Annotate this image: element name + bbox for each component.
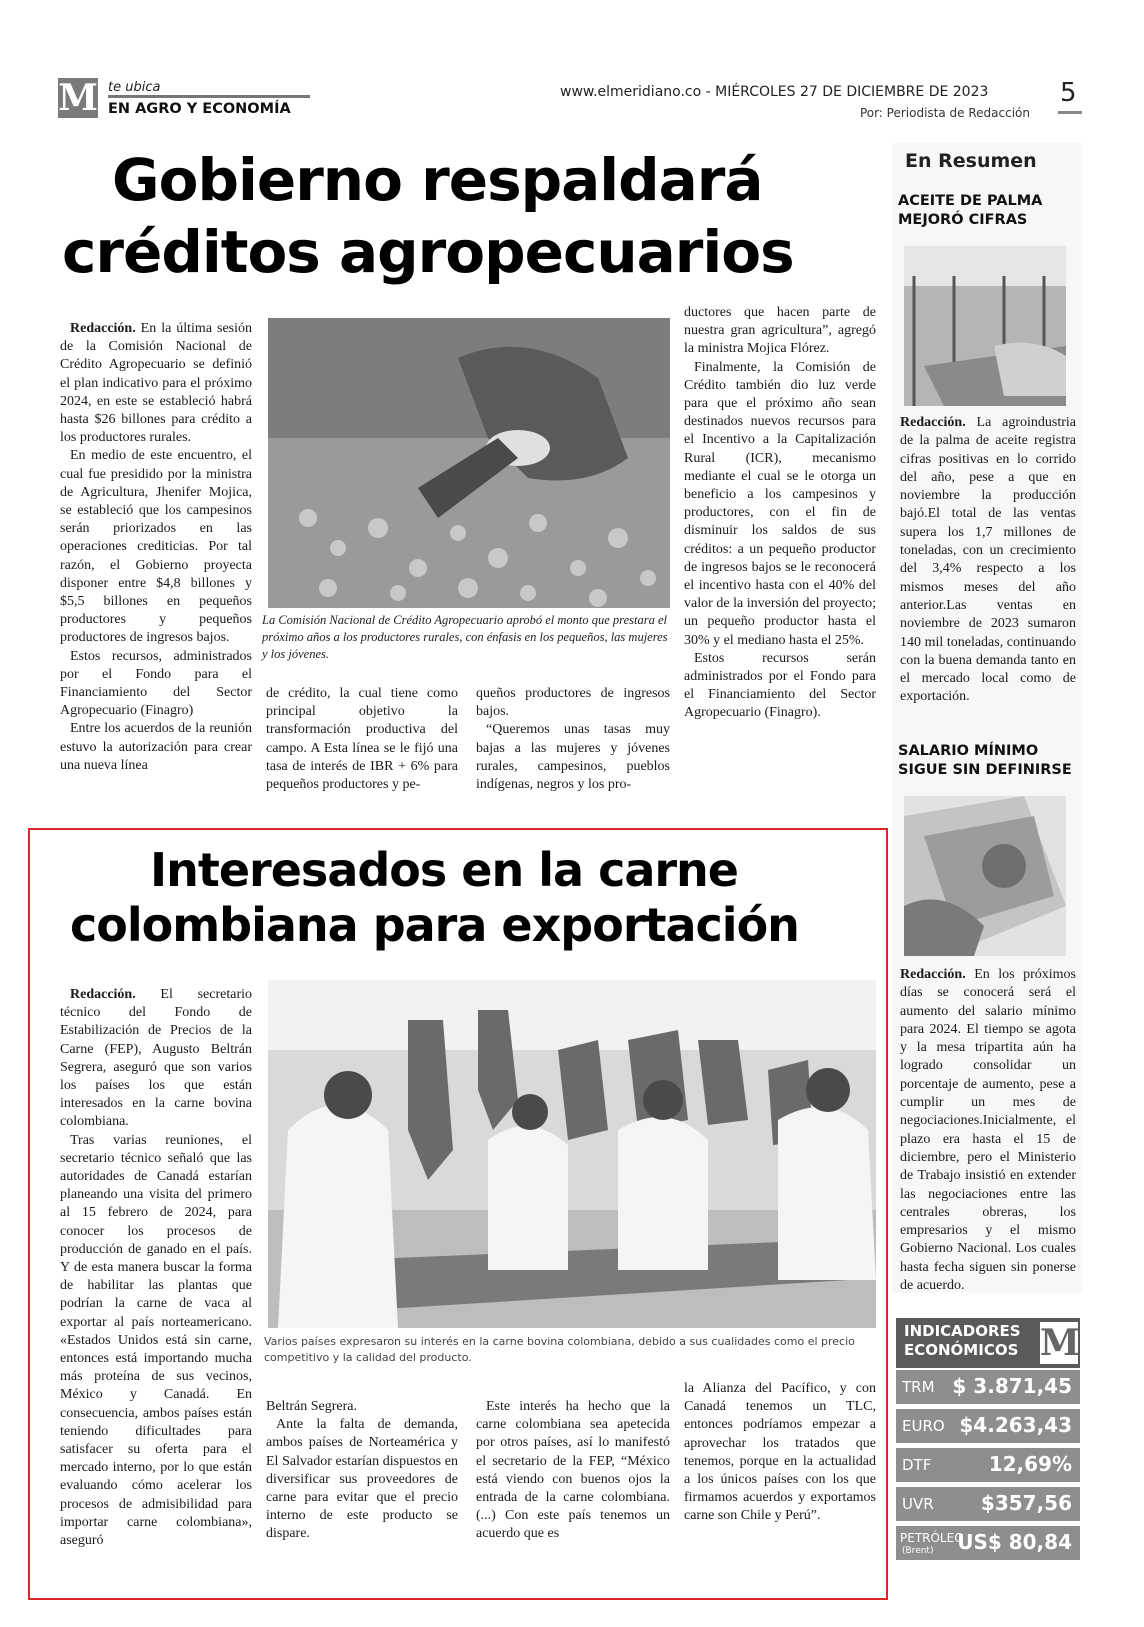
potato-farmer-photo <box>268 318 670 608</box>
article2-col4-p1: la Alianza del Pacífico, y con Canadá tenemos un TLC, entonces podríamos empezar a aprovechar los tratados que tenemos, porque en la actualidad a los únicos países con los que firmamos acuerdos y exportamos carne son Chile y Perú”. <box>684 1381 876 1524</box>
sidebar-item1-body <box>900 414 1076 707</box>
article1-headline-line1: Gobierno respaldará <box>112 146 763 214</box>
article2-column-1 <box>60 986 252 1550</box>
sidebar-item2-body <box>900 966 1076 1295</box>
article1-col3-p1: queños productores de ingresos bajos. <box>476 686 670 720</box>
dateline: www.elmeridiano.co - MIÉRCOLES 27 DE DICIEMBRE DE 2023 <box>560 84 989 100</box>
article1-col2-p1: de crédito, la cual tiene como principal objetivo la transformación productiva del campo. A Esta línea se le fijó una tasa de interés de IBR + 6% para pequeños productores y pe- <box>266 686 458 793</box>
section-name: EN AGRO Y ECONOMÍA <box>108 101 291 117</box>
indicators-title-line2: ECONÓMICOS <box>904 1341 1019 1359</box>
indicators-logo: M <box>1040 1322 1080 1364</box>
article1-col1-p2: En medio de este encuentro, el cual fue presidido por la ministra de Agricultura, Jhenifer Mojica, se estableció que los campesinos serán priorizados en las operaciones crediticias. Por tal razón, el Gobierno proyecta disponer entre $4,8 billones y $5,5 billones en pequeños productores y pequeños productores de ingresos bajos. <box>60 448 252 646</box>
page-number: 5 <box>1060 78 1077 108</box>
indicator-value: $4.263,43 <box>959 1413 1072 1437</box>
indicator-label: TRM <box>902 1378 935 1396</box>
article2-col3-p1: Este interés ha hecho que la carne colombiana sea apetecida por otros países, así lo manifestó el secretario de la FEP, “México está viendo con buenos ojos la entrada de la carne colombiana. (...) Con este país tenemos un acuerdo que es <box>476 1399 670 1542</box>
indicator-row-uvr <box>896 1487 1080 1521</box>
byline: Por: Periodista de Redacción <box>859 106 1030 120</box>
article2-col2-p1: Beltrán Segrera. <box>266 1399 357 1414</box>
indicator-value: 12,69% <box>988 1452 1072 1476</box>
indicator-label: DTF <box>902 1456 932 1474</box>
indicator-label: EURO <box>902 1417 945 1435</box>
article1-col1-p4: Entre los acuerdos de la reunión estuvo la autorización para crear una nueva línea <box>60 721 252 773</box>
article2-col2-p2: Ante la falta de demanda, ambos países de Norteamérica y El Salvador estarían dispuestos en diversificar sus proveedores de carne para evitar que el precio interno de este producto se dispare. <box>266 1417 458 1542</box>
indicator-value: $357,56 <box>980 1491 1072 1515</box>
article1-column-2 <box>266 685 458 794</box>
article2-column-4 <box>684 1380 876 1526</box>
article2-col1-p1: El secretario técnico del Fondo de Estabilización de Precios de la Carne (FEP), Augusto Beltrán Segrera, aseguró que son varios los países los que están interesados en la carne bovina colombiana. <box>60 987 252 1130</box>
page-number-rule <box>1058 111 1082 114</box>
article1-col4-p3: Estos recursos serán administrados por el Fondo para el Financiamiento del Sector Agropecuario (Finagro). <box>684 650 876 721</box>
article2-photo-caption: Varios países expresaron su interés en la carne bovina colombiana, debido a sus cualidades como el precio competitivo y la calidad del producto. <box>264 1335 855 1364</box>
section-divider <box>108 95 310 98</box>
indicator-row-trm <box>896 1370 1080 1404</box>
section-tagline: te ubica <box>108 80 161 95</box>
meat-plant-photo <box>268 980 876 1328</box>
sidebar-item2-lead: Redacción. <box>900 967 966 982</box>
indicators-title <box>904 1322 1021 1360</box>
sidebar-item2-text: En los próximos días se conocerá será el aumento del salario mínimo para 2024. El tiempo se agota y la mesa tripartita aún ha logrado consolidar un porcentaje de aumento, pese a cumplir un mes de negociaciones.Inicialmente, el plazo era hasta el 15 de diciembre, pero el Ministerio de Trabajo insistió en extender las negociaciones entre las centrales obreras, los empresarios y el mismo Gobierno Nacional. Los cuales hasta fecha siguen sin ponerse de acuerdo. <box>900 967 1076 1294</box>
indicator-label: PETRÓLEO <box>900 1531 964 1545</box>
article1-col1-p3: Estos recursos, administrados por el Fondo para el Financiamiento del Sector Agropecuario (Finagro) <box>60 648 252 719</box>
newspaper-logo: M <box>58 77 98 119</box>
article2-col1-p2: Tras varias reuniones, el secretario técnico señaló que las autoridades de Canadá estarían planeando una visita del primero al 15 febrero de 2024, para conocer los procesos de producción de ganado en el país. Y de esta manera buscar la forma de habilitar las plantas que podrían la carne de vaca al exportar al país norteamericano. «Estados Unidos está sin carne, entonces está importando mucha más proteína de sus vecinos, México y Canadá. En consecuencia, ambos países están teniendo dificultades para satisfacer su oferta para el mercado interno, por lo que están evaluando cómo acelerar los procesos de admisibilidad para importar carne colombiana», aseguró <box>60 1132 252 1549</box>
sidebar-item2-headline-line1: SALARIO MÍNIMO <box>898 743 1039 759</box>
article2-column-3 <box>476 1398 670 1544</box>
indicator-row-euro <box>896 1409 1080 1443</box>
article1-column-4 <box>684 304 876 723</box>
sidebar-item1-lead: Redacción. <box>900 415 966 430</box>
indicator-sublabel: (Brent) <box>902 1546 934 1556</box>
indicators-title-line1: INDICADORES <box>904 1322 1021 1340</box>
indicator-row-dtf <box>896 1448 1080 1482</box>
palm-oil-plant-photo <box>904 246 1066 406</box>
article1-column-1 <box>60 320 252 775</box>
sidebar-item2-headline-line2: SIGUE SIN DEFINIRSE <box>898 762 1072 778</box>
article1-col3-p2: “Queremos unas tasas muy bajas a las mujeres y jóvenes rurales, campesinos, pueblos indígenas, negros y los pro- <box>476 722 670 793</box>
sidebar-item1-headline <box>898 192 1042 230</box>
sidebar-item1-text: La agroindustria de la palma de aceite registra cifras positivas en lo corrido del año, pese a que en noviembre la producción bajó.El total de las ventas supera los 1,7 millones de toneladas, con un crecimiento del 3,4% respecto a los mismos meses del año anterior.Las ventas en noviembre de 2023 sumaron 140 mil toneladas, continuando con la buena demanda tanto en el mercado local como de exportación. <box>900 415 1076 705</box>
article1-column-3 <box>476 685 670 794</box>
article1-lead: Redacción. <box>70 321 136 336</box>
banknotes-photo <box>904 796 1066 956</box>
indicator-value: US$ 80,84 <box>957 1530 1072 1554</box>
article2-headline-line1: Interesados en la carne <box>150 843 739 897</box>
article2-column-2 <box>266 1398 458 1544</box>
article1-col4-p2: Finalmente, la Comisión de Crédito también dio luz verde para que el próximo año sean destinados nuevos recursos para el Incentivo a la Capitalización Rural (ICR), mecanismo mediante el cual se le otorga un beneficio a los campesinos y productores, con el fin de disminuir los saldos de sus créditos: a un pequeño productor de ingresos bajos se le reconocerá el incentivo hasta con el 40% del valor de la inversión del proyecto; un pequeño productor hasta el 30% y el mediano hasta el 25%. <box>684 359 876 648</box>
article1-col4-p1: ductores que hacen parte de nuestra gran agricultura”, agregó la ministra Mojica Flórez. <box>684 305 876 357</box>
article1-headline-line2: créditos agropecuarios <box>62 218 794 286</box>
article1-photo-caption: La Comisión Nacional de Crédito Agropecuario aprobó el monto que prestara el próximo años a los productores rurales, con énfasis en los pequeños, las mujeres y los jóvenes. <box>262 613 668 661</box>
sidebar-item1-headline-line1: ACEITE DE PALMA <box>898 193 1043 209</box>
sidebar-title: En Resumen <box>905 150 1037 172</box>
sidebar-item2-headline <box>898 742 1072 780</box>
article1-col1-p1: En la última sesión de la Comisión Nacional de Crédito Agropecuario se definió el plan indicativo para el próximo 2024, en este se estableció habrá hasta $26 billones para crédito a los productores rurales. <box>60 321 252 446</box>
article2-headline-line2: colombiana para exportación <box>70 898 799 952</box>
indicator-row-petroleo <box>896 1526 1080 1560</box>
indicator-value: $ 3.871,45 <box>952 1374 1072 1398</box>
indicator-label: UVR <box>902 1495 934 1513</box>
sidebar-item1-headline-line2: MEJORÓ CIFRAS <box>898 212 1028 228</box>
article2-lead: Redacción. <box>70 987 136 1002</box>
